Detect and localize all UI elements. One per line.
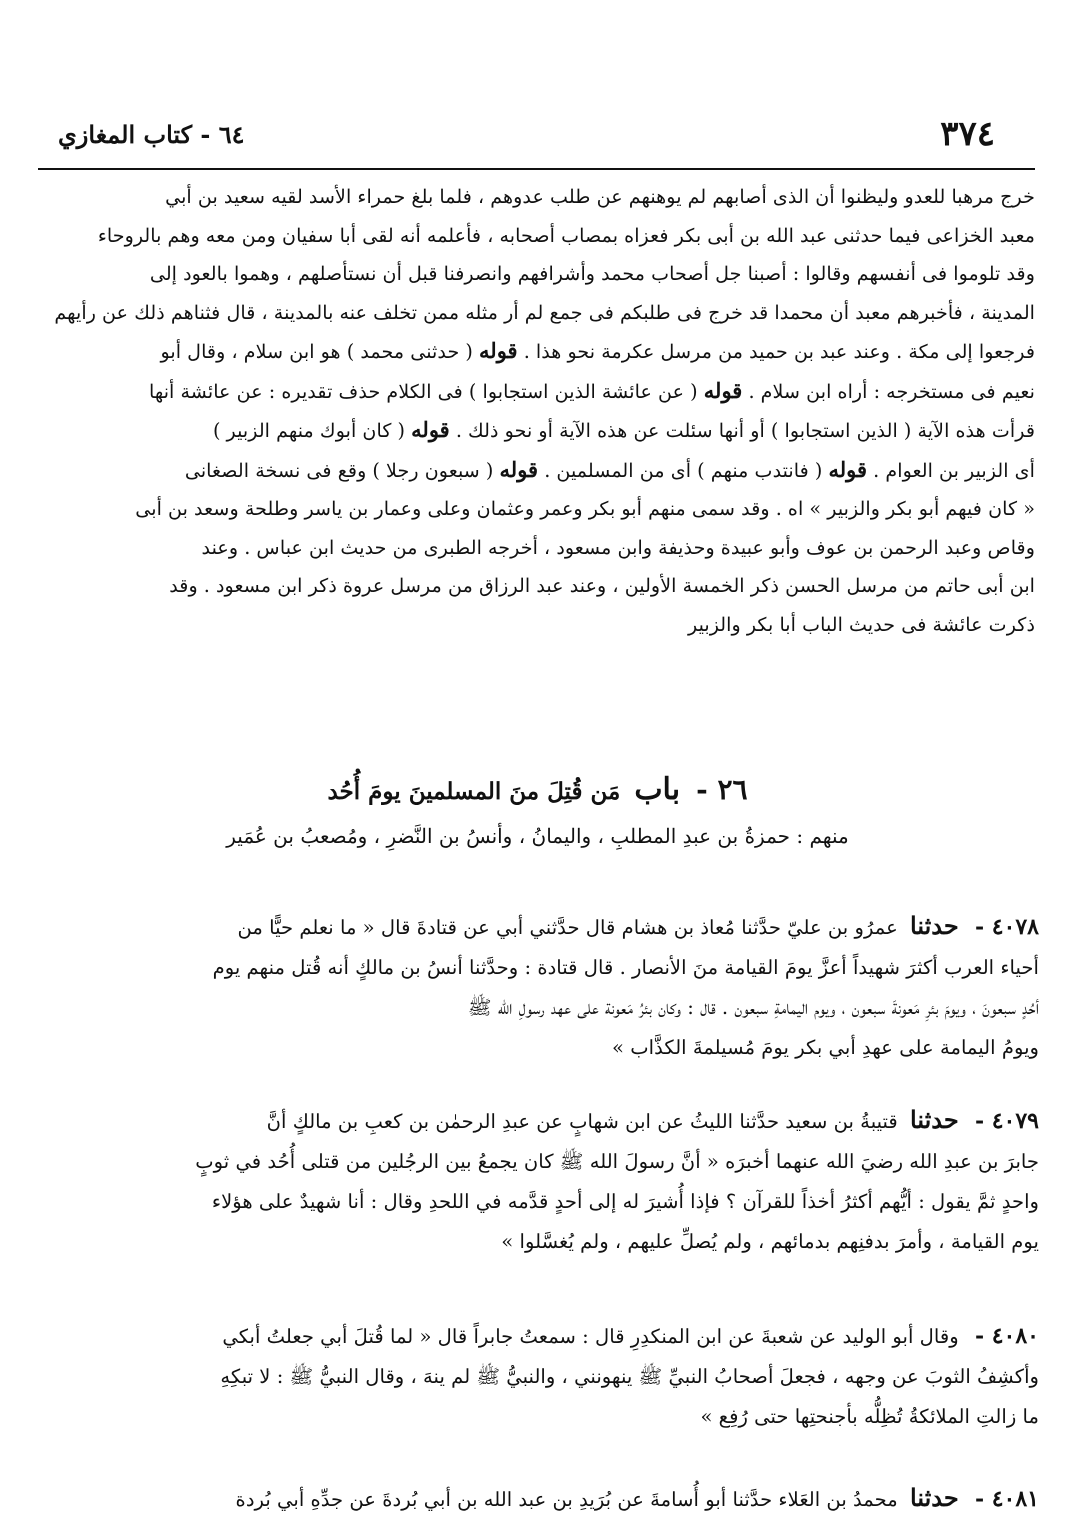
hadith-line: جابرَ بن عبدِ الله رضيَ الله عنهما أخبرَه « أنَّ رسولَ الله ﷺ كان يجمعُ بين الرجُلين من قتلى أُحُد في ثوبٍ [195, 1150, 1039, 1173]
commentary-line: معبد الخزاعى فيما حدثنى عبد الله بن أبى بكر فعزاه بمصاب أصحابه ، فأعلمه أنه لقى أبا سفيان ومن معه وهم بالروحاء [97, 223, 1035, 247]
page-number: ٣٧٤ [940, 114, 995, 154]
chapter-bab-word: باب [634, 772, 681, 807]
hadith-number: ٤٠٧٩ - [974, 1108, 1039, 1134]
chapter-subtitle: منهم : حمزةُ بن عبدِ المطلبِ ، واليمانُ ، وأنسُ بن النَّضرِ ، ومُصعبُ بن عُمَير [226, 824, 849, 848]
commentary-line: وقاص وعبد الرحمن بن عوف وأبو عبيدة وحذيفة وابن مسعود ، أخرجه الطبرى من حديث ابن عباس . وعند [201, 535, 1035, 559]
hadith-line: ٤٠٧٩ - حدثنا قتيبةُ بن سعيد حدَّثنا الليثُ عن ابن شهابٍ عن عبدِ الرحمٰن بن كعبِ بن مالكٍ أنَّ [266, 1105, 1039, 1134]
qawluhu-marker: قوله [411, 417, 450, 442]
hadith-line: ما زالتِ الملائكةُ تُظِلُّه بأجنحتِها حتى رُفِع » [700, 1405, 1039, 1428]
qawluhu-marker: قوله [499, 456, 539, 482]
hadith-line: أحياء العرب أكثرَ شهيداً أعزَّ يومَ القيامة منَ الأنصار . قال قتادة : وحدَّثنا أنسُ بن مالكٍ أنه قُتل منهم يوم [212, 956, 1039, 979]
commentary-line: ذكرت عائشة فى حديث الباب أبا بكر والزبير [687, 612, 1035, 636]
qawluhu-marker: قوله [479, 338, 518, 363]
hadith-line: ٤٠٨٠ - وقال أبو الوليد عن شعبةَ عن ابن المنكدِرِ قال : سمعتُ جابراً قال « لما قُتلَ أبي جعلتُ أبكي [222, 1323, 1039, 1349]
hadith-4081 [40, 1478, 1039, 1520]
qawluhu-marker: قوله [703, 377, 743, 403]
hadith-line: ٤٠٧٨ - حدثنا عمرُو بن عليّ حدَّثنا مُعاذ بن هشام قال حدَّثني أبي عن قتادةَ قال « ما نعلم حيًّا من [237, 911, 1039, 940]
hadith-line: وأكشِفُ الثوبَ عن وجهه ، فجعلَ أصحابُ النبيِّ ﷺ ينهونني ، والنبيُّ ﷺ لم ينهَ ، وقال النبيُّ ﷺ : لا تبكِهِ [220, 1365, 1039, 1388]
page-header [20, 60, 1065, 152]
commentary-line: فرجعوا إلى مكة . وعند عبد بن حميد من مرسل عكرمة نحو هذا . قوله ( حدثنى محمد ) هو ابن سلام ، وقال أبو [160, 338, 1035, 363]
chapter-number: ٢٦ - [696, 773, 748, 806]
commentary-line: أى الزبير بن العوام . قوله ( فانتدب منهم ) أى من المسلمين . قوله ( سبعون رجلا ) وقع فى نسخة الصغانى [184, 456, 1035, 482]
chapter-heading [40, 768, 1035, 814]
hadith-number: ٤٠٨١ - [974, 1486, 1039, 1512]
commentary-line: « كان فيهم أبو بكر والزبير » اه . وقد سمى منهم أبو بكر وعمر وعثمان وعلى وعمار بن ياسر وطلحة وسعد بن أبى [135, 497, 1035, 520]
commentary-line: ابن أبى حاتم من مرسل الحسن ذكر الخمسة الأولين ، وعند عبد الرزاق من مرسل عروة ذكر ابن مسعود . وقد [169, 574, 1035, 597]
qawluhu-marker: قوله [828, 456, 868, 482]
commentary-line: المدينة ، فأخبرهم معبد أن محمدا قد خرج فى طلبكم فى جمع لم أر مثله ممن تخلف عنه بالمدينة ، قال فثناهم ذلك عن رأيهم [54, 300, 1035, 324]
hadith-4078 [40, 906, 1039, 1068]
chapter-heading-block [40, 768, 1035, 856]
book-title: ٦٤ - كتاب المغازي [58, 120, 245, 149]
hadith-4079 [40, 1100, 1039, 1262]
book-page [20, 60, 1065, 1520]
hadith-4080 [40, 1316, 1039, 1437]
haddathana-marker: حدثنا [910, 1483, 959, 1512]
hadith-number: ٤٠٧٨ - [974, 914, 1039, 940]
commentary-line: خرج مرهبا للعدو وليظنوا أن الذى أصابهم لم يوهنهم عن طلب عدوهم ، فلما بلغ حمراء الأسد لقيه سعيد بن أبي [165, 185, 1035, 208]
commentary-block [40, 178, 1035, 644]
commentary-line: قرأت هذه الآية ( الذين استجابوا ) أو أنها سئلت عن هذه الآية أو نحو ذلك . قوله ( كان أبوك منهم الزبير ) [212, 417, 1035, 442]
hadith-line: أحُدٍ سبعونَ ، ويومَ بئرِ مَعونةَ سبعون ، ويوم اليمامةِ سبعون . قال : وكان بئرُ مَعونة على عهد رسولِ الله ﷺ [467, 996, 1039, 1019]
hadith-number: ٤٠٨٠ - [974, 1323, 1039, 1349]
hadith-line: ٤٠٨١ - حدثنا محمدُ بن العَلاء حدَّثنا أبو أُسامةَ عن بُرَيدِ بن عبد الله بن أبي بُردةَ عن جدِّهِ أبي بُردة [235, 1483, 1039, 1512]
hadith-line: واحدٍ ثمَّ يقول : أيُّهم أكثرُ أخذاً للقرآن ؟ فإذا أُشيرَ له إلى أحدٍ قدَّمه في اللحدِ وقال : أنا شهيدٌ على هؤلاء [211, 1190, 1039, 1213]
haddathana-marker: حدثنا [910, 1105, 959, 1134]
header-rule [38, 168, 1035, 170]
haddathana-marker: حدثنا [910, 911, 959, 940]
hadith-line: ويومُ اليمامة على عهدِ أبي بكر يومَ مُسيلمةَ الكذَّاب » [612, 1036, 1039, 1059]
hadith-line: يوم القيامة ، وأمرَ بدفنِهم بدمائهم ، ولم يُصلِّ عليهم ، ولم يُغسَّلوا » [501, 1230, 1039, 1253]
commentary-line: نعيم فى مستخرجه : أراه ابن سلام . قوله ( عن عائشة الذين استجابوا ) فى الكلام حذف تقديره : عن عائشة أنها [149, 377, 1035, 403]
commentary-line: وقد تلوموا فى أنفسهم وقالوا : أصبنا جل أصحاب محمد وأشرافهم وانصرفنا قبل أن نستأصلهم ، وهموا بالعود إلى [149, 262, 1035, 285]
chapter-title: مَن قُتِلَ منَ المسلمينَ يومَ أُحُد [327, 778, 621, 805]
